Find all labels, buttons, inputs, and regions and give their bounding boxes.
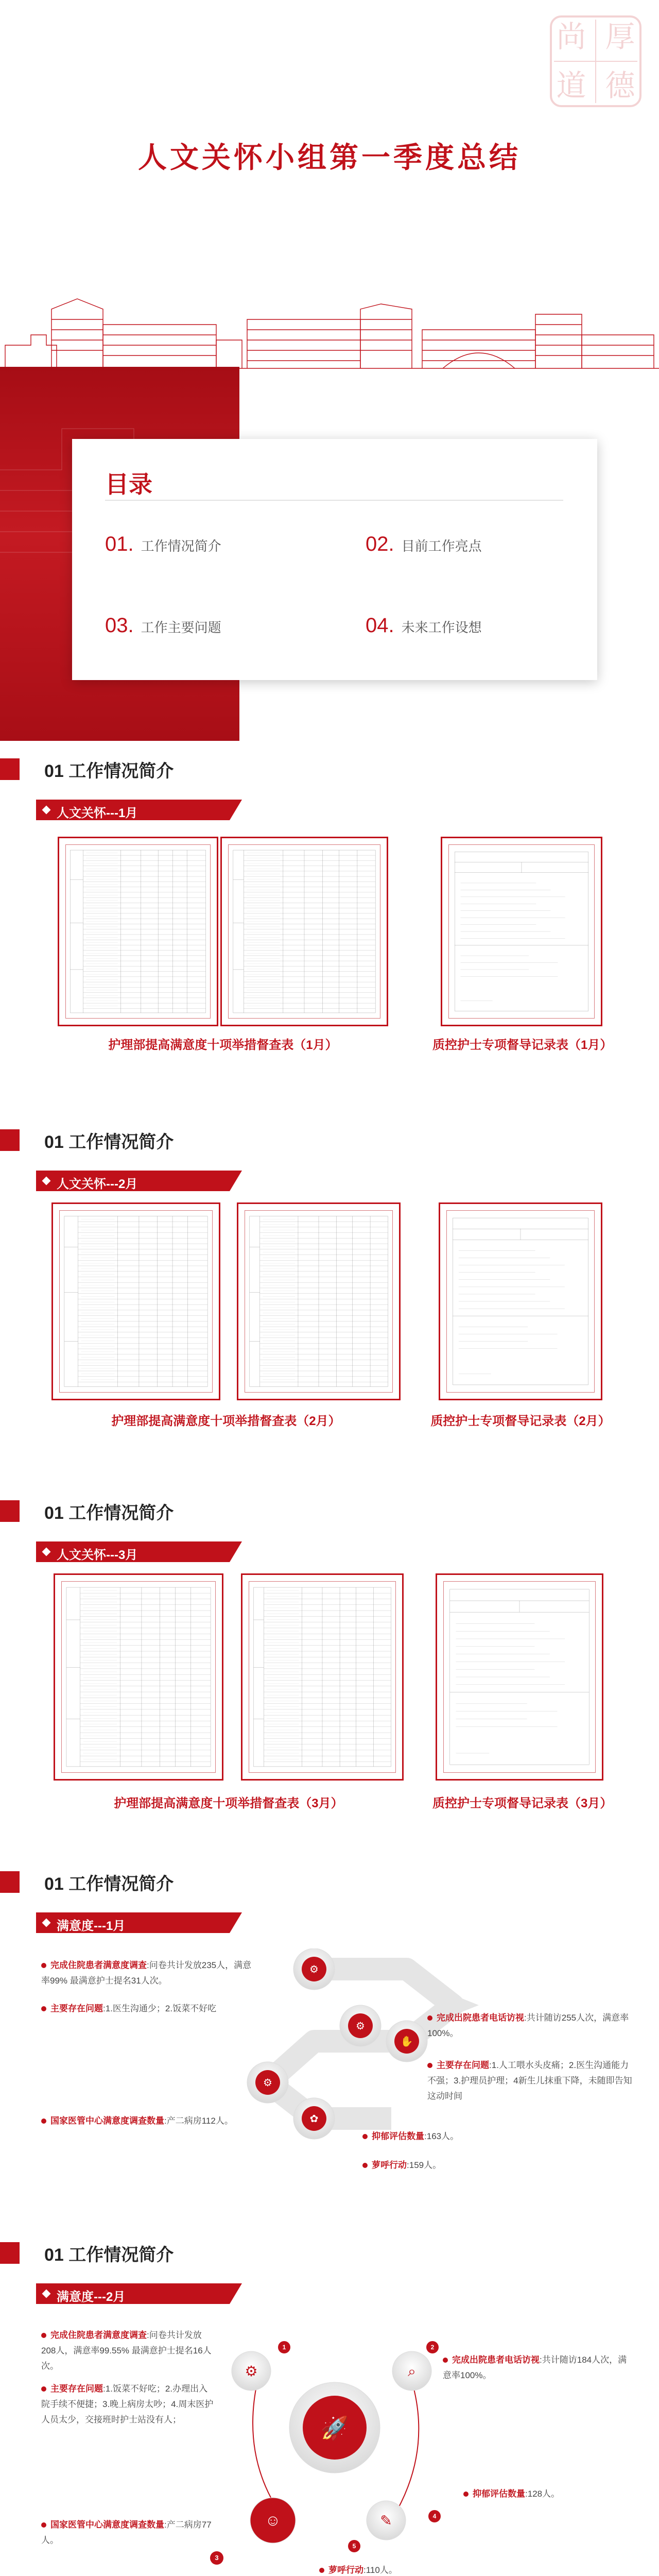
- sat-key: 国家医管中心满意度调查数量: [50, 2520, 164, 2530]
- diagram-node: [232, 2351, 271, 2391]
- section-satisfaction-jan: [0, 1871, 659, 2232]
- inspection-sheet-left: [58, 837, 218, 1026]
- sat-key: 萝呼行动: [372, 2160, 407, 2170]
- sat-key: 主要存在问题: [50, 2004, 103, 2013]
- seal-char: 道: [556, 68, 586, 103]
- section-heading-text: 01 工作情况简介: [44, 761, 174, 781]
- sat-value: 163人。: [426, 2131, 459, 2141]
- sat-item: 完成住院患者满意度调查:问卷共计发放235人，满意率99% 最满意护士提名31人次。: [41, 1960, 252, 1986]
- toc-num: 04.: [366, 614, 394, 637]
- sat-item: 国家医管中心满意度调查数量:产二病房77人。: [41, 2520, 212, 2545]
- hospital-skyline-illustration: [0, 289, 659, 371]
- caption-inspection: 护理部提高满意度十项举措督查表（2月）: [111, 1414, 341, 1428]
- section-heading: [0, 1129, 174, 1151]
- record-form: [436, 1573, 603, 1781]
- caption-record: 质控护士专项督导记录表（2月）: [430, 1414, 611, 1428]
- svg-text:⚙: ⚙: [245, 2363, 258, 2379]
- table-of-contents-card: [72, 439, 597, 680]
- badge-4: 4: [432, 2513, 437, 2520]
- section-heading: [0, 1871, 174, 1893]
- section-heading-text: 01 工作情况简介: [44, 1132, 174, 1152]
- caption-record: 质控护士专项督导记录表（3月）: [432, 1797, 613, 1810]
- seal-char: 厚: [605, 19, 635, 54]
- form-image: [444, 1582, 595, 1772]
- badge-2: 2: [430, 2344, 435, 2351]
- table-image: [229, 845, 380, 1018]
- toc-num: 03.: [105, 614, 134, 637]
- toc-label: 未来工作设想: [401, 620, 482, 635]
- toc-divider: [105, 500, 563, 501]
- sat-key: 萝呼行动: [328, 2565, 363, 2575]
- cover: [0, 0, 659, 742]
- caption-inspection: 护理部提高满意度十项举措督查表（3月）: [114, 1797, 343, 1810]
- svg-text:⌕: ⌕: [408, 2363, 416, 2379]
- sat-key: 主要存在问题: [50, 2384, 103, 2394]
- sat-value: 产二病房77人。: [41, 2520, 212, 2545]
- sub-tag-text: 满意度---2月: [57, 2290, 126, 2304]
- table-image: [62, 1582, 215, 1772]
- inspection-sheet-right: [241, 1573, 404, 1781]
- sub-tag: [36, 800, 242, 820]
- rocket-diagram: [216, 2325, 453, 2576]
- svg-text:⚙: ⚙: [263, 2077, 272, 2089]
- sat-key: 抑郁评估数量: [372, 2131, 424, 2141]
- toc-label: 工作情况简介: [141, 538, 221, 554]
- table-image: [60, 1211, 212, 1392]
- sat-value: 1.医生沟通少；2.饭菜不好吃: [105, 2004, 217, 2013]
- toc-heading: 目录: [105, 471, 152, 498]
- caption-inspection: 护理部提高满意度十项举措督查表（1月）: [108, 1038, 338, 1052]
- diagram-node: [247, 2062, 288, 2103]
- svg-text:✎: ✎: [380, 2513, 392, 2529]
- diagram-node: [293, 1948, 335, 1990]
- toc-item-3[interactable]: [105, 614, 221, 637]
- table-image: [249, 1582, 395, 1772]
- sat-item: 抑郁评估数量:163人。: [362, 2129, 568, 2144]
- sub-tag: [36, 1912, 242, 1933]
- sub-tag-text: 人文关怀---2月: [57, 1177, 138, 1191]
- svg-text:☺: ☺: [265, 2512, 281, 2529]
- inspection-sheet-right: [237, 1202, 401, 1400]
- inspection-sheet-left: [54, 1573, 223, 1781]
- sat-value: 159人。: [409, 2160, 442, 2170]
- sat-value: 128人。: [527, 2489, 560, 2499]
- section-jan: [0, 758, 659, 1088]
- badge-5: 5: [352, 2543, 356, 2550]
- table-image: [245, 1211, 392, 1392]
- record-form: [439, 1202, 602, 1400]
- section-feb: [0, 1129, 659, 1459]
- page-title: 人文关怀小组第一季度总结: [138, 141, 521, 174]
- sat-value: 共计随访255人次，满意率100%。: [427, 2013, 629, 2038]
- sat-item: 国家医管中心满意度调查数量:产二病房112人。: [41, 2113, 257, 2129]
- sat-item: 完成出院患者电话访视:共计随访184人次，满意率100%。: [443, 2355, 627, 2380]
- toc-label: 目前工作亮点: [401, 538, 482, 554]
- sat-value: 1.饭菜不好吃；2.办理出入院手续不便捷；3.晚上病房太吵；4.周末医护人员太少，交接班时护士站没有人；: [41, 2384, 214, 2425]
- diagram-node: [367, 2501, 406, 2540]
- toc-item-2[interactable]: [366, 533, 482, 556]
- sat-item: 主要存在问题:1.医生沟通少；2.饭菜不好吃: [41, 2001, 257, 2016]
- section-heading-text: 01 工作情况简介: [44, 1503, 174, 1523]
- sat-value: 1.人工喂水头皮痛；2.医生沟通能力不强；3.护理员护理；4新生儿抹重下降，未随即告知这动时间: [427, 2060, 632, 2101]
- sat-key: 完成出院患者电话访视: [437, 2013, 524, 2023]
- section-satisfaction-feb: [0, 2242, 659, 2576]
- svg-text:✿: ✿: [309, 2113, 319, 2125]
- form-image: [449, 845, 594, 1018]
- diagram-node: [250, 2498, 296, 2543]
- sub-tag: [36, 1541, 242, 1562]
- section-heading-text: 01 工作情况简介: [44, 2245, 174, 2265]
- diagram-node: [386, 2021, 427, 2062]
- inspection-sheet-left: [51, 1202, 220, 1400]
- diagram-node: [293, 2098, 335, 2139]
- sat-item: 萝呼行动:159人。: [362, 2158, 568, 2173]
- toc-item-4[interactable]: [366, 614, 482, 637]
- sat-item: 萝呼行动:110人。: [319, 2563, 474, 2576]
- sat-value: 问卷共计发放208人，满意率99.55% 最满意护士提名16人次。: [41, 2330, 212, 2371]
- sat-key: 国家医管中心满意度调查数量: [50, 2116, 164, 2126]
- diagram-node: [392, 2351, 431, 2391]
- badge-3: 3: [210, 2551, 223, 2565]
- sat-value: 110人。: [366, 2565, 397, 2575]
- svg-text:✋: ✋: [400, 2036, 413, 2047]
- toc-item-1[interactable]: [105, 533, 221, 556]
- section-heading: [0, 1500, 174, 1522]
- caption-record: 质控护士专项督导记录表（1月）: [432, 1038, 613, 1052]
- svg-text:⚙: ⚙: [309, 1964, 319, 1975]
- svg-text:🚀: 🚀: [320, 2416, 349, 2441]
- seal-char: 德: [605, 68, 635, 103]
- sat-value: 产二病房112人。: [166, 2116, 233, 2126]
- central-circle: [289, 2382, 380, 2473]
- sat-key: 完成住院患者满意度调查: [50, 1960, 147, 1970]
- record-form: [441, 837, 602, 1026]
- section-heading: [0, 2242, 174, 2264]
- sub-tag-text: 满意度---1月: [57, 1919, 126, 1933]
- seal-text: [547, 12, 645, 110]
- sat-key: 完成住院患者满意度调查: [50, 2330, 147, 2340]
- table-image: [66, 845, 210, 1018]
- badge-1: 1: [282, 2344, 286, 2351]
- toc-label: 工作主要问题: [141, 620, 221, 635]
- section-heading-text: 01 工作情况简介: [44, 1874, 174, 1894]
- sat-item: 完成出院患者电话访视:共计随访255人次，满意率100%。: [427, 2013, 629, 2038]
- section-mar: [0, 1500, 659, 1830]
- toc-num: 01.: [105, 533, 134, 555]
- sat-value: 共计随访184人次，满意率100%。: [443, 2355, 627, 2380]
- svg-text:⚙: ⚙: [356, 2021, 365, 2032]
- seal-char: 尚: [556, 19, 586, 54]
- toc-num: 02.: [366, 533, 394, 555]
- sub-tag-text: 人文关怀---1月: [57, 806, 138, 820]
- sat-key: 抑郁评估数量: [473, 2489, 525, 2499]
- sub-tag: [36, 1171, 242, 1191]
- sat-item: 主要存在问题:1.饭菜不好吃；2.办理出入院手续不便捷；3.晚上病房太吵；4.周末医护人员太少，交接班时护士站没有人；: [41, 2384, 214, 2425]
- sat-value: 问卷共计发放235人，满意率99% 最满意护士提名31人次。: [41, 1960, 252, 1986]
- diagram-node: [340, 2005, 381, 2046]
- form-image: [447, 1211, 594, 1392]
- sat-item: 完成住院患者满意度调查:问卷共计发放208人，满意率99.55% 最满意护士提名16人次。: [41, 2330, 212, 2371]
- sat-item: 主要存在问题:1.人工喂水头皮痛；2.医生沟通能力不强；3.护理员护理；4新生儿抹重下降，未随即告知这动时间: [427, 2060, 632, 2101]
- sat-key: 完成出院患者电话访视: [452, 2355, 540, 2365]
- inspection-sheet-right: [220, 837, 388, 1026]
- sub-tag: [36, 2283, 242, 2304]
- sat-key: 主要存在问题: [437, 2060, 489, 2070]
- section-heading: [0, 758, 174, 780]
- sat-item: 抑郁评估数量:128人。: [463, 2486, 633, 2502]
- sub-tag-text: 人文关怀---3月: [57, 1548, 138, 1562]
